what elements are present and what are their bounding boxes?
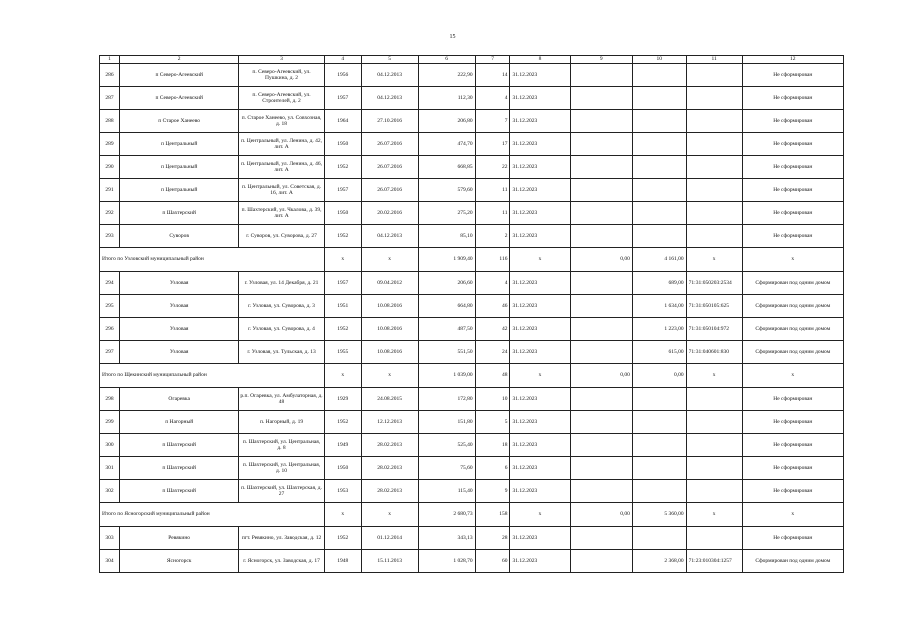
settlement-name: п Шахтерский [120,202,239,225]
land-plot-status: Не сформирован [742,202,843,225]
residents-count: 10 [475,388,510,411]
col9-value [570,480,632,503]
residents-count: 9 [475,480,510,503]
table-row [100,110,844,133]
house-address: пгт. Ревякино, ул. Заводская, д. 12 [239,527,324,550]
column-number-header: 2 [120,56,239,64]
cadastral-number [686,434,742,457]
build-year: x [324,248,361,272]
recognition-date: x [361,248,418,272]
land-plot-status: x [742,503,843,527]
header-row [100,56,844,64]
residents-count: 11 [475,202,510,225]
col9-value [570,87,632,110]
house-address: п. Северо-Агеевский, ул. Строителей, д. 2 [239,87,324,110]
land-area-value [632,87,686,110]
residents-count: 18 [475,434,510,457]
resettlement-deadline: 31.12.2023 [510,179,570,202]
land-area-value: 5 360,00 [632,503,686,527]
settlement-name: п Северо-Агеевский [120,87,239,110]
land-plot-status: Не сформирован [742,87,843,110]
col9-value [570,527,632,550]
column-number-header: 8 [510,56,570,64]
house-address: п. Северо-Агеевский, ул. Пушкина, д. 2 [239,64,324,87]
col9-value [570,156,632,179]
land-area-value: 1 223,00 [632,318,686,341]
settlement-name: Ревякино [120,527,239,550]
land-plot-status: x [742,364,843,388]
house-address: п. Шахтерский, ул. Центральная, д. 8 [239,434,324,457]
house-address: г. Узловая, ул. Тульская, д. 13 [239,341,324,364]
recognition-date: 09.04.2012 [361,272,418,295]
land-area-value: 689,00 [632,272,686,295]
row-number: 297 [100,341,120,364]
residents-count: 14 [475,64,510,87]
resettlement-deadline: x [510,248,570,272]
residents-count: 48 [475,364,510,388]
build-year: 1957 [324,87,361,110]
cadastral-number [686,133,742,156]
resettlement-deadline: x [510,364,570,388]
settlement-name: Огаревка [120,388,239,411]
cadastral-number [686,480,742,503]
resettlement-deadline: 31.12.2023 [510,527,570,550]
land-area-value [632,110,686,133]
column-number-header: 3 [239,56,324,64]
column-number-header: 10 [632,56,686,64]
area-value: 172,80 [418,388,475,411]
cadastral-number [686,110,742,133]
land-plot-status: Не сформирован [742,110,843,133]
resettlement-deadline: 31.12.2023 [510,388,570,411]
resettlement-deadline: 31.12.2023 [510,272,570,295]
resettlement-deadline: 31.12.2023 [510,133,570,156]
row-number: 286 [100,64,120,87]
resettlement-deadline: 31.12.2023 [510,295,570,318]
column-number-header: 5 [361,56,418,64]
cadastral-number [686,457,742,480]
build-year: 1949 [324,434,361,457]
area-value: 664,80 [418,295,475,318]
residents-count: 11 [475,179,510,202]
house-address: п. Нагорный, д. 19 [239,411,324,434]
residents-count: 116 [475,248,510,272]
row-number: 302 [100,480,120,503]
row-number: 288 [100,110,120,133]
land-area-value [632,64,686,87]
land-plot-status: Не сформирован [742,225,843,248]
column-number-header: 11 [686,56,742,64]
land-area-value: 1 634,00 [632,295,686,318]
settlement-name: п Северо-Агеевский [120,64,239,87]
settlement-name: п Шахтерский [120,480,239,503]
settlement-name: п Старое Ханеево [120,110,239,133]
row-number: 294 [100,272,120,295]
residents-count: 158 [475,503,510,527]
settlement-name: п Центральный [120,179,239,202]
build-year: 1950 [324,202,361,225]
settlement-name: Узловая [120,272,239,295]
register-table [99,55,844,573]
house-address: п. Старое Ханеево, ул. Совхозная, д. 18 [239,110,324,133]
recognition-date: 20.02.2016 [361,202,418,225]
table-row [100,179,844,202]
page-number: 15 [449,34,456,40]
build-year: 1955 [324,341,361,364]
build-year: 1950 [324,457,361,480]
resettlement-deadline: 31.12.2023 [510,156,570,179]
recognition-date: 26.07.2016 [361,156,418,179]
resettlement-deadline: 31.12.2023 [510,411,570,434]
land-plot-status: Не сформирован [742,434,843,457]
land-plot-status: Не сформирован [742,64,843,87]
col9-value [570,318,632,341]
table-row [100,318,844,341]
residents-count: 22 [475,156,510,179]
area-value: 112,30 [418,87,475,110]
column-number-header: 7 [475,56,510,64]
residents-count: 5 [475,411,510,434]
build-year: x [324,503,361,527]
recognition-date: 26.07.2016 [361,179,418,202]
recognition-date: 04.12.2013 [361,87,418,110]
cadastral-number: x [686,364,742,388]
settlement-name: Ясногорск [120,550,239,573]
column-number-header: 4 [324,56,361,64]
resettlement-deadline: 31.12.2023 [510,318,570,341]
recognition-date: 01.12.2014 [361,527,418,550]
area-value: 1 909,40 [418,248,475,272]
cadastral-number: 71:31:050105:625 [686,295,742,318]
cadastral-number: x [686,503,742,527]
residents-count: 2 [475,225,510,248]
house-address: р.п. Огаревка, ул. Амбулаторная, д. 48 [239,388,324,411]
settlement-name: Узловая [120,341,239,364]
row-number: 290 [100,156,120,179]
row-number: 292 [100,202,120,225]
area-value: 85,10 [418,225,475,248]
table-row [100,133,844,156]
land-area-value [632,388,686,411]
build-year: 1952 [324,225,361,248]
table-row [100,295,844,318]
house-address: г. Узловая, ул. Суворова, д. 3 [239,295,324,318]
build-year: 1952 [324,411,361,434]
residents-count: 6 [475,457,510,480]
settlement-name: Суворов [120,225,239,248]
table-row [100,272,844,295]
recognition-date: 10.08.2016 [361,318,418,341]
table-row [100,388,844,411]
row-number: 299 [100,411,120,434]
land-area-value [632,202,686,225]
area-value: 1 039,00 [418,364,475,388]
area-value: 1 028,70 [418,550,475,573]
cadastral-number [686,202,742,225]
row-number: 298 [100,388,120,411]
row-number: 300 [100,434,120,457]
resettlement-deadline: 31.12.2023 [510,550,570,573]
cadastral-number [686,388,742,411]
build-year: 1952 [324,156,361,179]
area-value: 579,60 [418,179,475,202]
build-year: 1956 [324,64,361,87]
recognition-date: x [361,364,418,388]
col9-value: 0,00 [570,248,632,272]
cadastral-number [686,527,742,550]
area-value: 474,70 [418,133,475,156]
settlement-name: п Нагорный [120,411,239,434]
cadastral-number: 71:31:050104:972 [686,318,742,341]
build-year: x [324,364,361,388]
settlement-name: п Центральный [120,133,239,156]
cadastral-number [686,64,742,87]
residents-count: 46 [475,295,510,318]
table-row [100,527,844,550]
col9-value [570,179,632,202]
row-number: 296 [100,318,120,341]
col9-value [570,295,632,318]
row-number: 287 [100,87,120,110]
col9-value [570,110,632,133]
area-value: 2 680,73 [418,503,475,527]
table-row [100,550,844,573]
land-area-value [632,527,686,550]
recognition-date: 10.08.2016 [361,341,418,364]
house-address: п. Шахтерский, ул. Чкалова, д. 39, лит. А [239,202,324,225]
total-label: Итого по Узловский муниципальный район [100,248,325,272]
house-address: г. Узловая, ул. Суворова, д. 4 [239,318,324,341]
build-year: 1964 [324,110,361,133]
recognition-date: 28.02.2013 [361,457,418,480]
col9-value [570,434,632,457]
table-row [100,434,844,457]
settlement-name: п Центральный [120,156,239,179]
house-address: п. Шахтерский, ул. Шахтерская, д. 27 [239,480,324,503]
land-plot-status: x [742,248,843,272]
settlement-name: Узловая [120,318,239,341]
settlement-name: Узловая [120,295,239,318]
col9-value [570,202,632,225]
residents-count: 60 [475,550,510,573]
build-year: 1952 [324,527,361,550]
col9-value [570,341,632,364]
residents-count: 42 [475,318,510,341]
recognition-date: 12.12.2013 [361,411,418,434]
resettlement-deadline: 31.12.2023 [510,110,570,133]
land-area-value [632,179,686,202]
land-area-value [632,225,686,248]
land-plot-status: Не сформирован [742,133,843,156]
land-area-value: 4 161,00 [632,248,686,272]
build-year: 1952 [324,318,361,341]
district-total-row [100,248,844,272]
recognition-date: 24.08.2015 [361,388,418,411]
residents-count: 4 [475,87,510,110]
land-plot-status: Сформирован под одним домом [742,295,843,318]
resettlement-deadline: 31.12.2023 [510,341,570,364]
residents-count: 17 [475,133,510,156]
table-row [100,457,844,480]
recognition-date: 27.10.2016 [361,110,418,133]
table-row [100,64,844,87]
table-row [100,156,844,179]
col9-value: 0,00 [570,364,632,388]
district-total-row [100,364,844,388]
settlement-name: п Шахтерский [120,457,239,480]
resettlement-deadline: 31.12.2023 [510,225,570,248]
col9-value [570,388,632,411]
area-value: 343,13 [418,527,475,550]
land-area-value [632,411,686,434]
col9-value [570,64,632,87]
build-year: 1951 [324,295,361,318]
resettlement-deadline: 31.12.2023 [510,64,570,87]
recognition-date: 04.12.2013 [361,225,418,248]
residents-count: 24 [475,341,510,364]
area-value: 668,85 [418,156,475,179]
area-value: 487,50 [418,318,475,341]
row-number: 291 [100,179,120,202]
land-area-value: 2 368,00 [632,550,686,573]
residents-count: 4 [475,272,510,295]
table-row [100,202,844,225]
residents-count: 7 [475,110,510,133]
recognition-date: 15.11.2013 [361,550,418,573]
col9-value [570,225,632,248]
row-number: 293 [100,225,120,248]
recognition-date: 04.12.2013 [361,64,418,87]
area-value: 206,60 [418,272,475,295]
house-address: п. Центральный, ул. Ленина, д. 42, лит. А [239,133,324,156]
land-area-value [632,156,686,179]
table-row [100,480,844,503]
land-plot-status: Не сформирован [742,457,843,480]
area-value: 75,60 [418,457,475,480]
cadastral-number [686,411,742,434]
land-plot-status: Не сформирован [742,527,843,550]
cadastral-number [686,87,742,110]
table-row [100,411,844,434]
build-year: 1957 [324,179,361,202]
build-year: 1957 [324,272,361,295]
col9-value [570,457,632,480]
resettlement-deadline: 31.12.2023 [510,202,570,225]
land-area-value: 615,00 [632,341,686,364]
land-plot-status: Сформирован под одним домом [742,550,843,573]
table-row [100,225,844,248]
total-label: Итого по Щекинский муниципальный район [100,364,325,388]
col9-value [570,133,632,156]
column-number-header: 1 [100,56,120,64]
district-total-row [100,503,844,527]
residents-count: 28 [475,527,510,550]
column-number-header: 6 [418,56,475,64]
col9-value [570,550,632,573]
build-year: 1953 [324,480,361,503]
land-plot-status: Не сформирован [742,179,843,202]
cadastral-number [686,156,742,179]
cadastral-number: 71:31:040601:830 [686,341,742,364]
area-value: 222,90 [418,64,475,87]
table-row [100,87,844,110]
resettlement-deadline: 31.12.2023 [510,87,570,110]
land-area-value [632,133,686,156]
land-plot-status: Сформирован под одним домом [742,318,843,341]
row-number: 301 [100,457,120,480]
build-year: 1948 [324,550,361,573]
total-label: Итого по Ясногорский муниципальный район [100,503,325,527]
land-plot-status: Не сформирован [742,411,843,434]
land-area-value [632,457,686,480]
land-plot-status: Сформирован под одним домом [742,272,843,295]
column-number-header: 9 [570,56,632,64]
area-value: 115,40 [418,480,475,503]
house-address: п. Шахтерский, ул. Центральная, д. 10 [239,457,324,480]
area-value: 151,80 [418,411,475,434]
column-number-header: 12 [742,56,843,64]
land-plot-status: Сформирован под одним домом [742,341,843,364]
row-number: 295 [100,295,120,318]
house-address: п. Центральный, ул. Ленина, д. 46, лит. А [239,156,324,179]
land-area-value [632,434,686,457]
land-plot-status: Не сформирован [742,156,843,179]
cadastral-number: x [686,248,742,272]
cadastral-number: 71:31:050203:2534 [686,272,742,295]
col9-value [570,272,632,295]
land-plot-status: Не сформирован [742,388,843,411]
recognition-date: 26.07.2016 [361,133,418,156]
settlement-name: п Шахтерский [120,434,239,457]
area-value: 206,80 [418,110,475,133]
resettlement-deadline: x [510,503,570,527]
recognition-date: 10.08.2016 [361,295,418,318]
area-value: 275,20 [418,202,475,225]
row-number: 304 [100,550,120,573]
resettlement-deadline: 31.12.2023 [510,434,570,457]
house-address: п. Центральный, ул. Советская, д. 16, лит. А [239,179,324,202]
resettlement-deadline: 31.12.2023 [510,480,570,503]
house-address: г. Суворов, ул. Суворова, д. 27 [239,225,324,248]
resettlement-deadline: 31.12.2023 [510,457,570,480]
land-plot-status: Не сформирован [742,480,843,503]
area-value: 525,40 [418,434,475,457]
build-year: 1929 [324,388,361,411]
row-number: 303 [100,527,120,550]
house-address: г. Ясногорск, ул. Заводская, д. 17 [239,550,324,573]
land-area-value [632,480,686,503]
cadastral-number [686,179,742,202]
recognition-date: x [361,503,418,527]
land-area-value: 0,00 [632,364,686,388]
col9-value: 0,00 [570,503,632,527]
area-value: 551,50 [418,341,475,364]
recognition-date: 28.02.2013 [361,434,418,457]
cadastral-number [686,225,742,248]
col9-value [570,411,632,434]
build-year: 1950 [324,133,361,156]
cadastral-number: 71:23:010304:1257 [686,550,742,573]
recognition-date: 28.02.2013 [361,480,418,503]
house-address: г. Узловая, ул. 14 Декабря, д. 21 [239,272,324,295]
table-row [100,341,844,364]
row-number: 289 [100,133,120,156]
